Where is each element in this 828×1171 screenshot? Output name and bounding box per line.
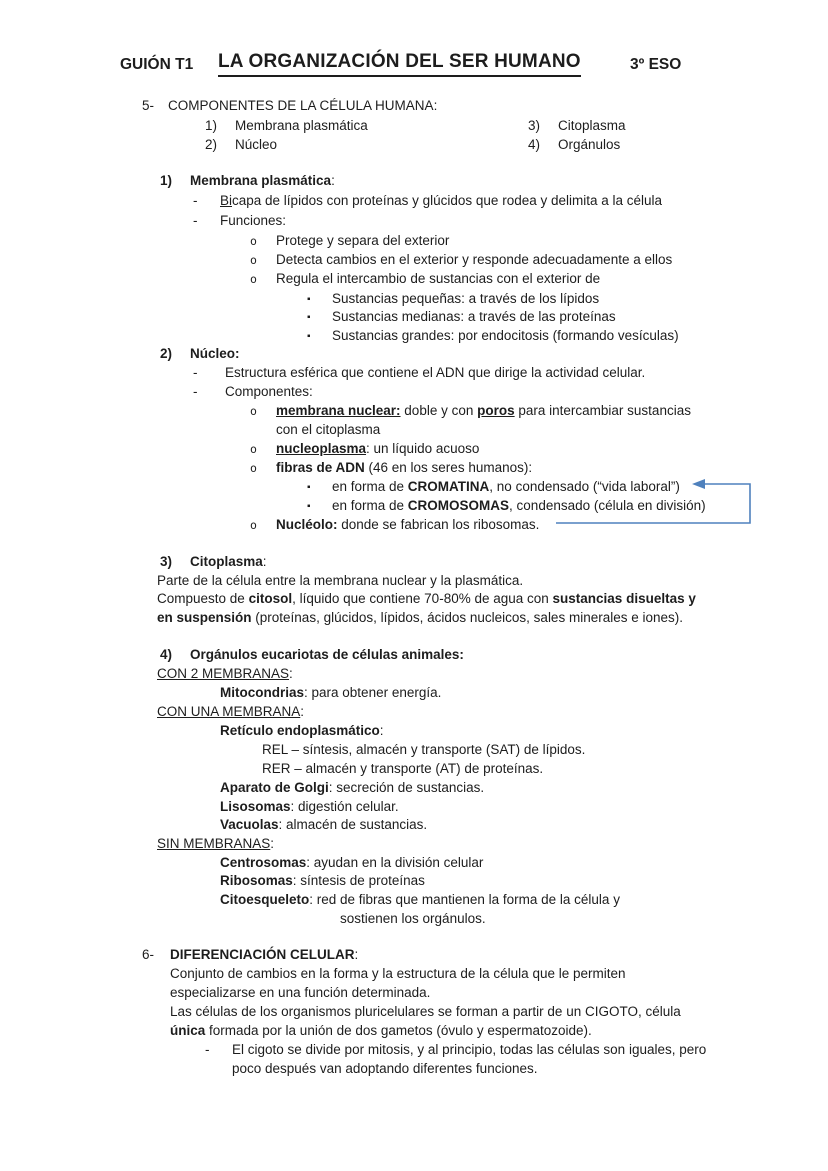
text-run: :: [379, 723, 384, 738]
text-run: en forma de: [332, 479, 408, 494]
list-marker: o: [250, 272, 257, 286]
text-line: [170, 1022, 592, 1039]
text-run: en suspensión: [157, 610, 252, 625]
text-line: [220, 872, 425, 889]
text-run: : red de fibras que mantienen la forma de la célula y: [309, 892, 620, 907]
text-run: sustancias disueltas y: [552, 591, 696, 606]
text-line: [307, 327, 679, 344]
text-run: Orgánulos: [558, 137, 621, 152]
text-line: [220, 722, 384, 739]
text-run: :: [270, 836, 275, 851]
text-line: [232, 1060, 537, 1077]
text-line: [157, 835, 274, 852]
text-run: Funciones:: [220, 213, 287, 228]
list-marker: 1): [205, 118, 218, 133]
text-run: citosol: [248, 591, 293, 606]
text-line: [250, 459, 533, 476]
list-marker: o: [250, 253, 257, 267]
text-line: [220, 816, 427, 833]
page-title: LA ORGANIZACIÓN DEL SER HUMANO: [218, 51, 581, 77]
text-run: Ribosomas: [220, 873, 293, 888]
list-marker: o: [250, 234, 257, 248]
text-run: Retículo endoplasmático: [220, 723, 380, 738]
list-marker: -: [205, 1042, 210, 1057]
text-run: (46 en los seres humanos):: [364, 460, 533, 475]
doc-grade-label: 3º ESO: [630, 56, 682, 73]
list-marker: o: [250, 518, 257, 532]
text-run: en forma de: [332, 498, 408, 513]
text-run: Parte de la célula entre la membrana nuclear y la plasmática.: [157, 573, 524, 588]
text-run: : secreción de sustancias.: [328, 780, 485, 795]
arrow-head-icon: [692, 479, 705, 489]
text-line: [307, 308, 616, 325]
text-run: Membrana plasmática: [190, 173, 332, 188]
text-run: Conjunto de cambios en la forma y la estructura de la célula que le permiten: [170, 966, 626, 981]
text-run: , no condensado (“vida laboral”): [489, 479, 680, 494]
text-run: COMPONENTES DE LA CÉLULA HUMANA:: [168, 98, 438, 113]
text-line: [170, 984, 430, 1001]
text-line: [528, 136, 621, 153]
text-run: Protege y separa del exterior: [276, 233, 450, 248]
text-run: Citoesqueleto: [220, 892, 310, 907]
text-run: CON 2 MEMBRANAS: [157, 666, 290, 681]
text-run: DIFERENCIACIÓN CELULAR: [170, 947, 355, 962]
text-run: Detecta cambios en el exterior y responde adecuadamente a ellos: [276, 252, 673, 267]
text-line: [340, 910, 486, 927]
text-line: [307, 497, 706, 514]
list-marker: -: [193, 365, 198, 380]
text-run: Núcleo: [235, 137, 278, 152]
text-run: Aparato de Golgi: [220, 780, 329, 795]
list-marker: 5-: [142, 98, 155, 113]
text-run: Núcleo:: [190, 346, 240, 361]
text-line: [193, 383, 313, 400]
text-run: Las células de los organismos pluricelulares se forman a partir de un CIGOTO, célula: [170, 1004, 681, 1019]
text-run: El cigoto se divide por mitosis, y al principio, todas las células son iguales, pero: [232, 1042, 707, 1057]
list-marker: ▪: [307, 312, 311, 323]
text-run: CROMATINA: [407, 479, 490, 494]
text-line: [307, 290, 600, 307]
text-line: [307, 478, 680, 495]
text-run: membrana nuclear:: [276, 403, 401, 418]
text-line: [220, 779, 484, 796]
text-line: [170, 1003, 681, 1020]
text-run: capa de lípidos con proteínas y glúcidos que rodea y delimita a la célula: [232, 193, 663, 208]
text-run: , condensado (célula en división): [509, 498, 706, 513]
text-run: fibras de ADN: [276, 460, 365, 475]
text-line: [142, 946, 359, 963]
list-marker: o: [250, 404, 257, 418]
text-run: poco después van adoptando diferentes funciones.: [232, 1061, 538, 1076]
list-marker: 3): [160, 554, 173, 569]
list-marker: ▪: [307, 482, 311, 493]
text-run: , líquido que contiene 70-80% de agua con: [292, 591, 553, 606]
list-marker: 3): [528, 118, 541, 133]
text-run: Citoplasma: [558, 118, 626, 133]
text-run: Sustancias pequeñas: a través de los lípidos: [332, 291, 600, 306]
text-run: : para obtener energía.: [304, 685, 442, 700]
text-line: [250, 251, 673, 268]
text-line: [250, 440, 480, 457]
list-marker: 1): [160, 173, 173, 188]
text-line: [220, 684, 441, 701]
list-marker: 4): [160, 647, 173, 662]
text-line: [262, 741, 585, 758]
text-line: [250, 232, 450, 249]
text-line: [193, 364, 646, 381]
text-run: :: [262, 554, 267, 569]
text-run: Orgánulos eucariotas de células animales:: [190, 647, 464, 662]
text-run: Componentes:: [225, 384, 313, 399]
text-run: Nucléolo:: [276, 517, 338, 532]
text-run: Lisosomas: [220, 799, 291, 814]
text-line: [157, 590, 696, 607]
text-line: [262, 760, 543, 777]
text-run: Vacuolas: [220, 817, 279, 832]
text-run: Centrosomas: [220, 855, 307, 870]
text-run: Bi: [220, 193, 233, 208]
text-line: [160, 553, 267, 570]
text-run: única: [170, 1023, 206, 1038]
list-marker: ▪: [307, 294, 311, 305]
list-marker: o: [250, 442, 257, 456]
text-run: Sustancias grandes: por endocitosis (formando vesículas): [332, 328, 679, 343]
list-marker: 2): [160, 346, 173, 361]
text-run: especializarse en una función determinada.: [170, 985, 431, 1000]
text-run: :: [354, 947, 359, 962]
text-run: : digestión celular.: [290, 799, 399, 814]
text-run: doble y con: [400, 403, 478, 418]
text-run: Estructura esférica que contiene el ADN que dirige la actividad celular.: [225, 365, 646, 380]
text-run: RER – almacén y transporte (AT) de proteínas.: [262, 761, 544, 776]
list-marker: ▪: [307, 501, 311, 512]
text-run: poros: [477, 403, 515, 418]
doc-code-label: GUIÓN T1: [120, 56, 194, 73]
text-run: Mitocondrias: [220, 685, 305, 700]
text-run: Compuesto de: [157, 591, 249, 606]
text-line: [250, 270, 601, 287]
text-run: : síntesis de proteínas: [292, 873, 425, 888]
text-line: [205, 136, 278, 153]
text-run: CON UNA MEMBRANA: [157, 704, 301, 719]
text-line: [220, 891, 620, 908]
text-run: REL – síntesis, almacén y transporte (SAT) de lípidos.: [262, 742, 586, 757]
text-run: para intercambiar sustancias: [514, 403, 691, 418]
text-line: [276, 421, 380, 438]
text-line: [205, 1041, 707, 1058]
list-marker: -: [193, 213, 198, 228]
text-run: formada por la unión de dos gametos (óvulo y espermatozoide).: [205, 1023, 592, 1038]
text-line: [157, 665, 293, 682]
text-line: [193, 192, 663, 209]
list-marker: 6-: [142, 947, 155, 962]
text-run: Membrana plasmática: [235, 118, 368, 133]
text-line: [142, 97, 438, 114]
text-run: CROMOSOMAS: [407, 498, 510, 513]
text-line: [528, 117, 626, 134]
list-marker: -: [193, 193, 198, 208]
text-run: : ayudan en la división celular: [306, 855, 484, 870]
text-line: [193, 212, 287, 229]
text-run: :: [289, 666, 293, 681]
text-run: Regula el intercambio de sustancias con el exterior de: [276, 271, 601, 286]
text-run: donde se fabrican los ribosomas.: [337, 517, 540, 532]
text-run: nucleoplasma: [276, 441, 367, 456]
text-line: [205, 117, 368, 134]
list-marker: 4): [528, 137, 541, 152]
text-line: [220, 798, 399, 815]
text-run: Citoplasma: [190, 554, 263, 569]
list-marker: -: [193, 384, 198, 399]
text-line: [250, 402, 691, 419]
text-line: [160, 646, 464, 663]
text-line: [160, 345, 240, 362]
list-marker: o: [250, 461, 257, 475]
text-line: [220, 854, 483, 871]
text-run: : un líquido acuoso: [366, 441, 480, 456]
text-run: :: [300, 704, 305, 719]
text-run: Sustancias medianas: a través de las proteínas: [332, 309, 616, 324]
list-marker: ▪: [307, 331, 311, 342]
text-line: [160, 172, 335, 189]
text-run: : almacén de sustancias.: [278, 817, 428, 832]
text-run: SIN MEMBRANAS: [157, 836, 271, 851]
list-marker: 2): [205, 137, 218, 152]
text-line: [157, 572, 523, 589]
text-run: :: [331, 173, 335, 188]
text-line: [250, 516, 540, 533]
text-line: [157, 609, 683, 626]
text-line: [170, 965, 626, 982]
text-run: con el citoplasma: [276, 422, 381, 437]
text-run: sostienen los orgánulos.: [340, 911, 486, 926]
text-run: (proteínas, glúcidos, lípidos, ácidos nucleicos, sales minerales e iones).: [251, 610, 683, 625]
text-line: [157, 703, 304, 720]
